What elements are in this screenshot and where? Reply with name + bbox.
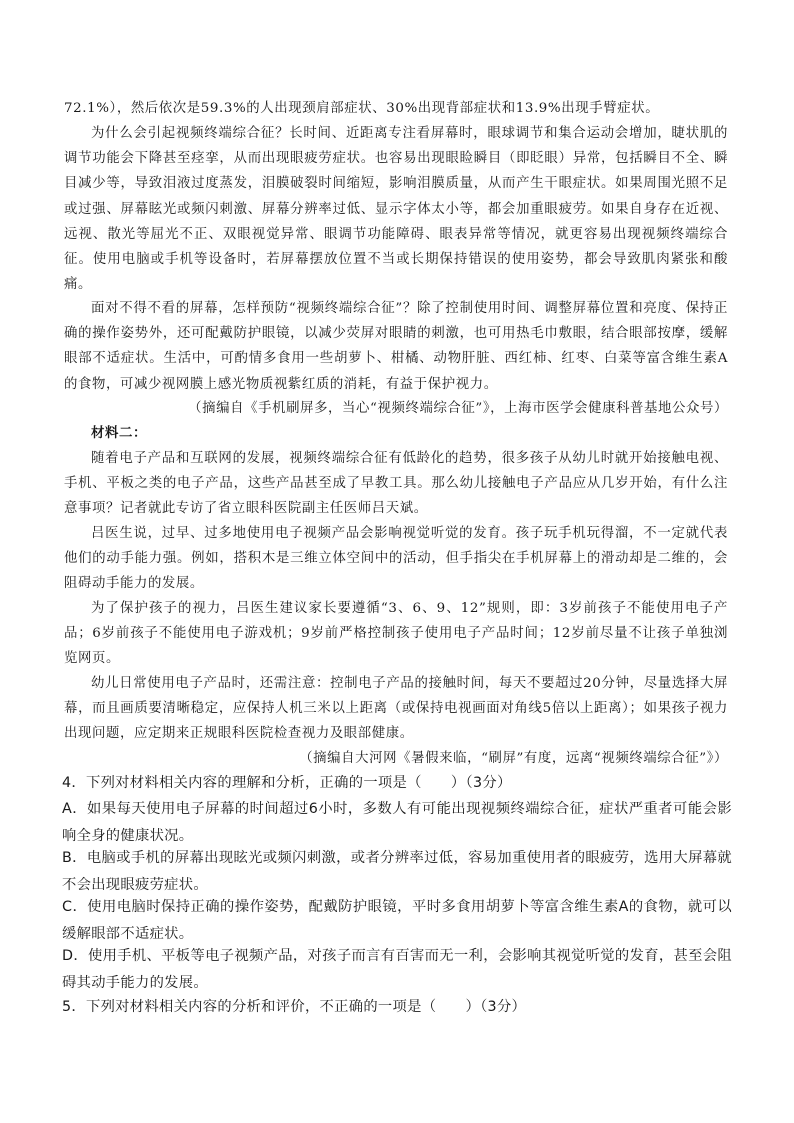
material2-paragraph-doctor: 吕医生说，过早、过多地使用电子视频产品会影响视觉听觉的发育。孩子玩手机玩得溜，不一定就代表他们的动手能力强。例如，搭积木是三维立体空间中的活动，但手指尖在手机屏幕上的滑动却是二维的，会阻碍动手能力的发展。 xyxy=(64,526,728,592)
material2-paragraph-intro: 随着电子产品和互联网的发展，视频终端综合征有低龄化的趋势，很多孩子从幼儿时就开始接触电视、手机、平板之类的电子产品，这些产品甚至成了早教工具。那么幼儿接触电子产品应从几岁开始，有什么注意事项？记者就此专访了省立眼科医院副主任医师吕天斌。 xyxy=(64,451,728,517)
question-5-stem: 5．下列对材料相关内容的分析和评价，不正确的一项是（ ）（3分） xyxy=(62,999,527,1015)
material1-intro-tail: 72.1%），然后依次是59.3%的人出现颈肩部症状、30%出现背部症状和13.9%出现手臂症状。 xyxy=(64,101,660,116)
question-4-option-a: A．如果每天使用电子屏幕的时间超过6小时，多数人有可能出现视频终端综合征，症状严重者可能会影响全身的健康状况。 xyxy=(62,801,732,844)
question-4-stem: 4．下列对材料相关内容的理解和分析，正确的一项是（ ）（3分） xyxy=(62,775,512,791)
material2-paragraph-advice: 幼儿日常使用电子产品时，还需注意：控制电子产品的接触时间，每天不要超过20分钟，尽量选择大屏幕，而且画质要清晰稳定，应保持人机三米以上距离（或保持电视画面对角线5倍以上距离）；如果孩子视力出现问题，应定期来正规眼科医院检查视力及眼部健康。 xyxy=(64,676,728,742)
material1-paragraph-prevention: 面对不得不看的屏幕，怎样预防“视频终端综合征”？除了控制使用时间、调整屏幕位置和亮度、保持正确的操作姿势外，还可配戴防护眼镜，以减少荧屏对眼睛的刺激，也可用热毛巾敷眼，结合眼部按摩，缓解眼部不适症状。生活中，可酌情多食用一些胡萝卜、柑橘、动物肝脏、西红柿、红枣、白菜等富含维生素A的食物，可减少视网膜上感光物质视紫红质的消耗，有益于保护视力。 xyxy=(64,301,728,392)
material1-source: （摘编自《手机刷屏多，当心“视频终端综合征”》，上海市医学会健康科普基地公众号） xyxy=(188,401,728,416)
material2-paragraph-rules: 为了保护孩子的视力，吕医生建议家长要遵循“3、6、9、12”规则，即：3岁前孩子不能使用电子产品；6岁前孩子不能使用电子游戏机；9岁前严格控制孩子使用电子产品时间；12岁前尽量不让孩子单独浏览网页。 xyxy=(64,601,728,667)
material1-paragraph-causes: 为什么会引起视频终端综合征？长时间、近距离专注看屏幕时，眼球调节和集合运动会增加，睫状肌的调节功能会下降甚至痉挛，从而出现眼疲劳症状。也容易出现眼睑瞬目（即眨眼）异常，包括瞬目不全、瞬目减少等，导致泪液过度蒸发，泪膜破裂时间缩短，影响泪膜质量，从而产生干眼症状。如果周围光照不足或过强、屏幕眩光或频闪刺激、屏幕分辨率过低、显示字体太小等，都会加重眼疲劳。如果自身存在近视、远视、散光等屈光不正、双眼视觉异常、眼调节功能障碍、眼表异常等情况，就更容易出现视频终端综合征。使用电脑或手机等设备时，若屏幕摆放位置不当或长期保持错误的使用姿势，都会导致肌肉紧张和酸痛。 xyxy=(64,126,728,293)
question-4-option-c: C．使用电脑时保持正确的操作姿势，配戴防护眼镜，平时多食用胡萝卜等富含维生素A的食物，就可以缓解眼部不适症状。 xyxy=(62,899,732,942)
material2-heading: 材料二： xyxy=(91,425,147,441)
question-4-option-b: B．电脑或手机的屏幕出现眩光或频闪刺激，或者分辨率过低，容易加重使用者的眼疲劳，选用大屏幕就不会出现眼疲劳症状。 xyxy=(62,850,732,893)
material2-source: （摘编自大河网《暑假来临，“刷屏”有度，远离“视频终端综合征”》） xyxy=(299,751,728,766)
question-4-option-d: D．使用手机、平板等电子视频产品，对孩子而言有百害而无一利，会影响其视觉听觉的发育，甚至会阻碍其动手能力的发展。 xyxy=(62,948,732,991)
